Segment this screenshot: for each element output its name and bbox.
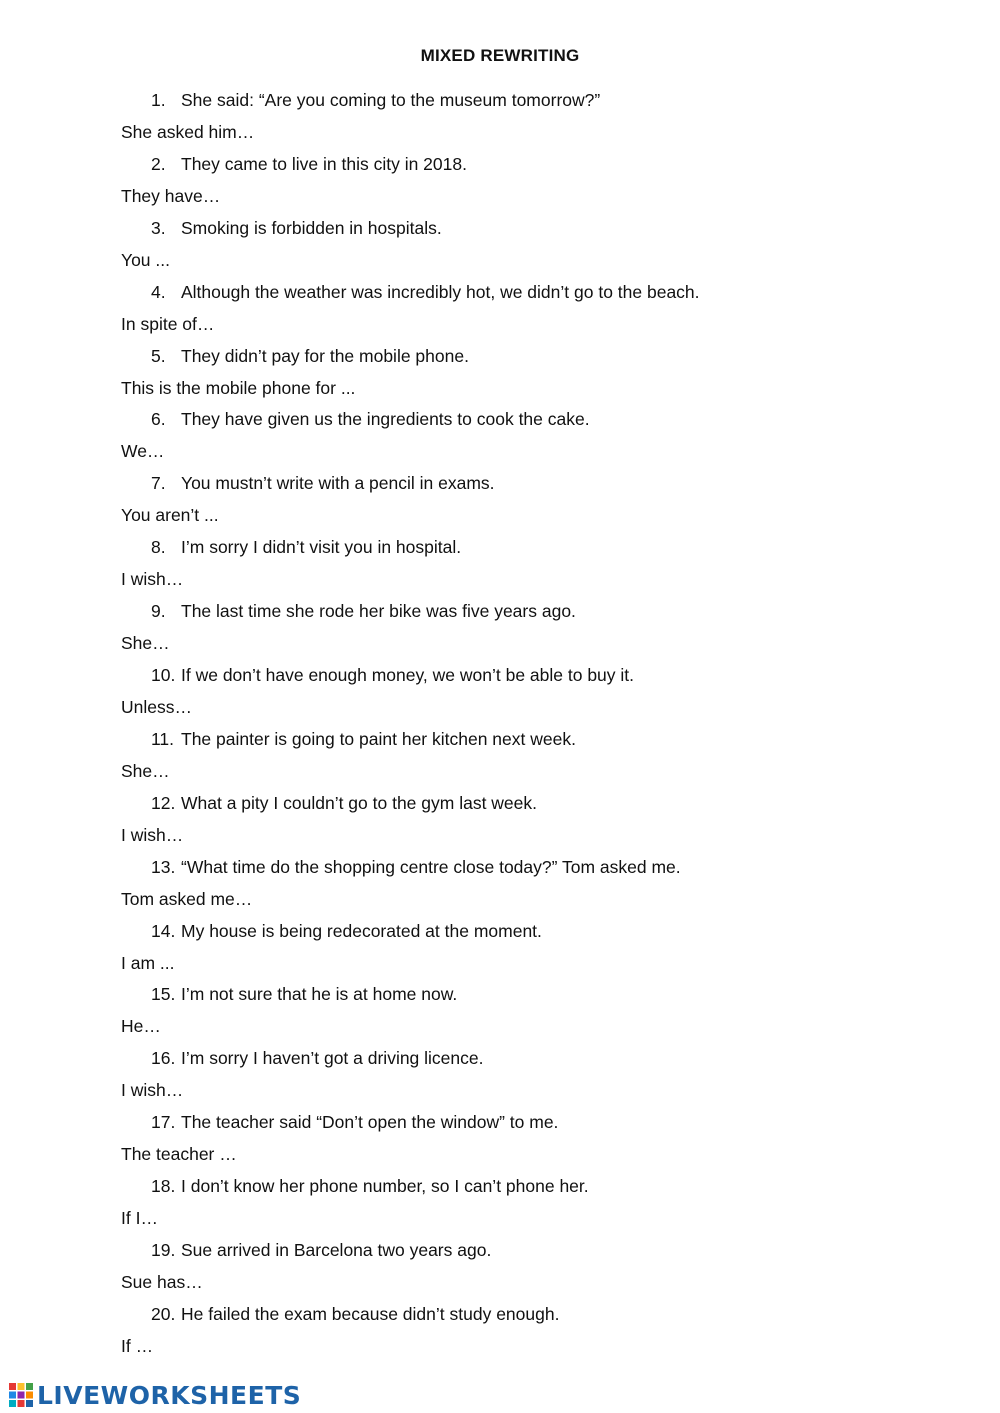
rewrite-prompt: If … (121, 1335, 154, 1356)
exercise-question (151, 921, 542, 942)
liveworksheets-logo-icon (8, 1382, 34, 1408)
question-text: The teacher said “Don’t open the window” to me. (181, 1112, 559, 1133)
exercise-question (151, 537, 461, 558)
question-number: 7. (151, 473, 166, 494)
question-text: The painter is going to paint her kitchen next week. (181, 728, 576, 749)
rewrite-prompt: He… (121, 1016, 161, 1037)
exercise-item (0, 150, 1000, 214)
exercise-item (0, 1236, 1000, 1300)
question-number: 20. (151, 1303, 176, 1324)
question-text: Although the weather was incredibly hot, we didn’t go to the beach. (181, 281, 700, 302)
exercise-item (0, 789, 1000, 853)
page-title: MIXED REWRITING (420, 46, 580, 65)
rewrite-prompt: If I… (121, 1208, 158, 1229)
rewrite-prompt: You aren’t ... (121, 505, 219, 526)
question-text: “What time do the shopping centre close today?” Tom asked me. (181, 856, 681, 877)
question-text: I’m sorry I haven’t got a driving licence. (181, 1048, 484, 1069)
question-number: 13. (151, 856, 176, 877)
question-number: 12. (151, 792, 176, 813)
exercise-item (0, 1108, 1000, 1172)
question-text: She said: “Are you coming to the museum tomorrow?” (181, 90, 601, 110)
question-number: 5. (151, 345, 166, 366)
question-text: Smoking is forbidden in hospitals. (181, 217, 442, 238)
question-number: 2. (151, 153, 166, 174)
question-text: I’m not sure that he is at home now. (181, 984, 458, 1005)
exercise-question (151, 1112, 558, 1133)
exercise-list (0, 86, 1000, 1364)
exercise-question (151, 282, 700, 303)
exercise-question (151, 1240, 491, 1261)
rewrite-prompt: I wish… (121, 1080, 184, 1101)
question-number: 10. (151, 665, 176, 686)
question-text: He failed the exam because didn’t study enough. (181, 1303, 560, 1324)
rewrite-prompt: In spite of… (121, 313, 215, 334)
exercise-item (0, 278, 1000, 342)
exercise-question (151, 984, 457, 1005)
question-number: 1. (151, 90, 166, 110)
rewrite-prompt: I wish… (121, 569, 184, 590)
exercise-question (151, 857, 681, 878)
exercise-question (151, 793, 537, 814)
exercise-item (0, 597, 1000, 661)
rewrite-prompt: Unless… (121, 697, 192, 718)
question-number: 9. (151, 601, 166, 622)
question-text: I’m sorry I didn’t visit you in hospital. (181, 537, 462, 558)
exercise-item (0, 86, 1000, 150)
rewrite-prompt: You ... (121, 249, 170, 270)
exercise-question (151, 1304, 559, 1325)
exercise-item (0, 661, 1000, 725)
exercise-item (0, 405, 1000, 469)
brand-text: LIVEWORKSHEETS (37, 1380, 302, 1410)
question-number: 17. (151, 1112, 176, 1133)
question-text: You mustn’t write with a pencil in exams. (181, 473, 495, 494)
exercise-item (0, 725, 1000, 789)
question-number: 6. (151, 409, 166, 430)
exercise-item (0, 342, 1000, 406)
exercise-item (0, 1172, 1000, 1236)
exercise-question (151, 473, 495, 494)
exercise-item (0, 1044, 1000, 1108)
exercise-item (0, 469, 1000, 533)
rewrite-prompt: They have… (121, 185, 221, 206)
question-text: If we don’t have enough money, we won’t be able to buy it. (181, 665, 635, 686)
question-number: 3. (151, 217, 166, 238)
rewrite-prompt: She… (121, 760, 170, 781)
question-text: They didn’t pay for the mobile phone. (181, 345, 469, 366)
exercise-item (0, 214, 1000, 278)
rewrite-prompt: This is the mobile phone for ... (121, 377, 356, 398)
exercise-question (151, 729, 576, 750)
question-number: 8. (151, 537, 166, 558)
question-number: 14. (151, 920, 176, 941)
exercise-question (151, 1176, 589, 1197)
question-text: They have given us the ingredients to cook the cake. (181, 409, 590, 430)
rewrite-prompt: She… (121, 633, 170, 654)
rewrite-prompt: She asked him… (121, 122, 255, 142)
exercise-question (151, 1048, 484, 1069)
exercise-question (151, 90, 600, 111)
exercise-question (151, 346, 469, 367)
question-number: 11. (151, 728, 175, 749)
question-number: 18. (151, 1176, 176, 1197)
exercise-question (151, 601, 576, 622)
question-text: What a pity I couldn’t go to the gym last week. (181, 792, 538, 813)
question-text: My house is being redecorated at the moment. (181, 920, 542, 941)
exercise-item (0, 1300, 1000, 1364)
rewrite-prompt: Tom asked me… (121, 888, 253, 909)
exercise-item (0, 980, 1000, 1044)
rewrite-prompt: Sue has… (121, 1272, 203, 1293)
question-text: The last time she rode her bike was five years ago. (181, 601, 576, 622)
exercise-item (0, 533, 1000, 597)
question-text: I don’t know her phone number, so I can’t phone her. (181, 1176, 589, 1197)
question-number: 4. (151, 281, 166, 302)
exercise-question (151, 409, 590, 430)
rewrite-prompt: We… (121, 441, 165, 462)
brand-logo (8, 1380, 301, 1410)
exercise-question (151, 154, 467, 175)
question-number: 19. (151, 1240, 176, 1261)
question-number: 16. (151, 1048, 176, 1069)
question-text: They came to live in this city in 2018. (181, 153, 467, 174)
rewrite-prompt: The teacher … (121, 1144, 237, 1165)
exercise-item (0, 853, 1000, 917)
rewrite-prompt: I am ... (121, 952, 175, 973)
exercise-question (151, 218, 442, 239)
question-text: Sue arrived in Barcelona two years ago. (181, 1240, 492, 1261)
rewrite-prompt: I wish… (121, 824, 184, 845)
exercise-question (151, 665, 634, 686)
question-number: 15. (151, 984, 176, 1005)
exercise-item (0, 917, 1000, 981)
